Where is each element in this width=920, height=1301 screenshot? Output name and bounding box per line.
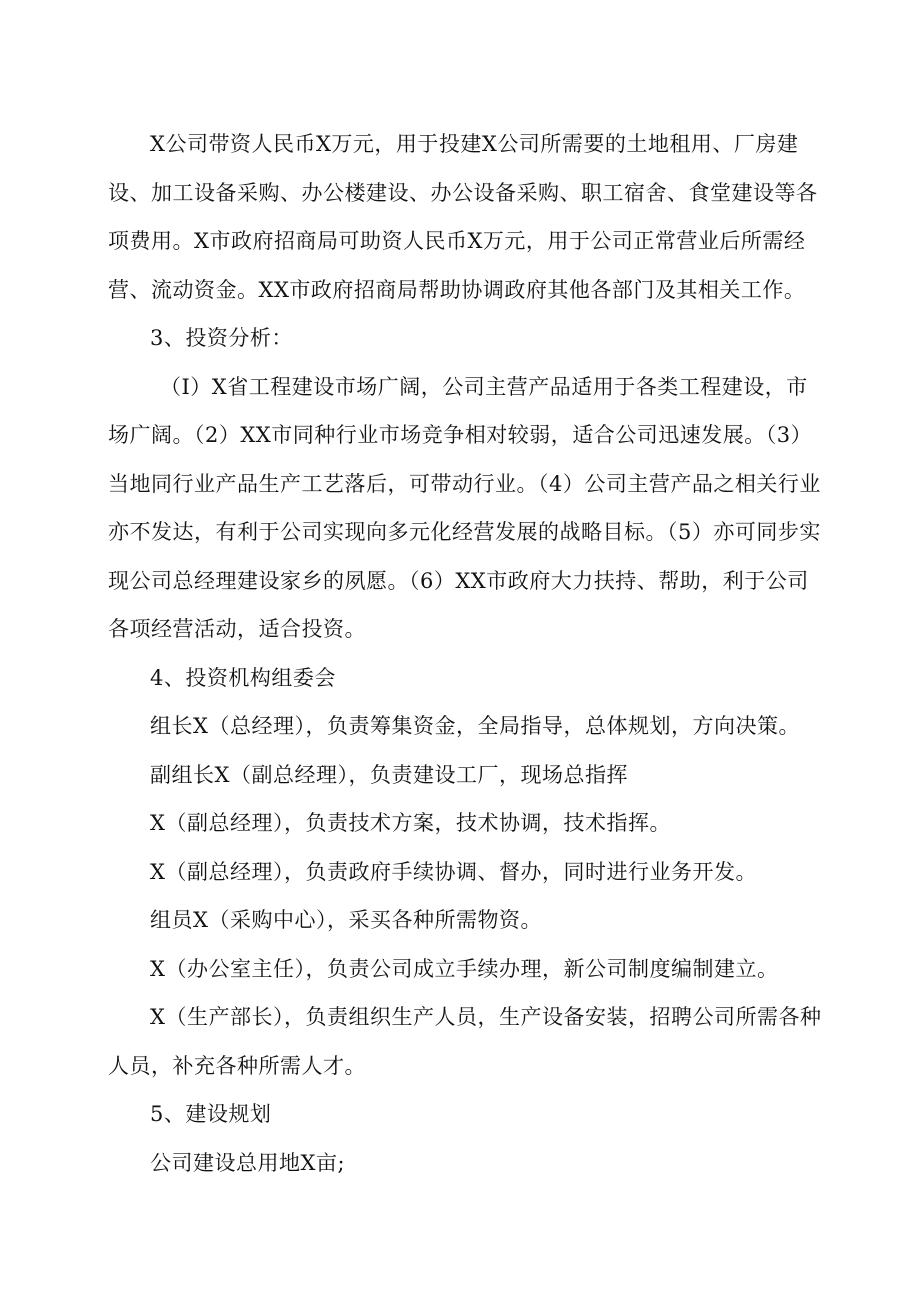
committee-tech-deputy: X（副总经理），负责技术方案，技术协调，技术指挥。	[150, 811, 671, 835]
paragraph-funding: X公司带资人民币X万元，用于投建X公司所需要的土地租用、厂房建设、加工设备采购、办公楼建设、办公设备采购、职工宿舍、食堂建设等各项费用。X市政府招商局可助资人民币X万元，用于公司正常营业后所需经营、流动资金。XX市政府招商局帮助协调政府其他各部门及其相关工作。	[108, 132, 818, 302]
committee-production-head: X（生产部长），负责组织生产人员，生产设备安装，招聘公司所需各种人员，补充各种所需人才。	[108, 1005, 822, 1078]
committee-gov-deputy: X（副总经理），负责政府手续协调、督办，同时进行业务开发。	[150, 859, 757, 884]
committee-purchasing-member: 组员X（采购中心），采买各种所需物资。	[150, 908, 542, 932]
heading-construction-plan: 5、建设规划	[150, 1102, 272, 1126]
committee-deputy-leader: 副组长X（副总经理），负责建设工厂，现场总指挥	[150, 762, 628, 787]
heading-committee: 4、投资机构组委会	[150, 665, 336, 690]
committee-leader: 组长X（总经理），负责筹集资金，全局指导，总体规划，方向决策。	[150, 714, 800, 738]
paragraph-investment-analysis: （I）X省工程建设市场广阔，公司主营产品适用于各类工程建设，市场广阔。（2）XX市同种行业市场竞争相对较弱，适合公司迅速发展。（3）当地同行业产品生产工艺落后，可带动行业。（4）公司主营产品之相关行业亦不发达，有利于公司实现向多元化经营发展的战略目标。（5）亦可同步实现公司总经理建设家乡的夙愿。（6）XX市政府大力扶持、帮助，利于公司各项经营活动，适合投资。	[108, 374, 821, 641]
committee-office-director: X（办公室主任），负责公司成立手续办理，新公司制度编制建立。	[150, 956, 779, 981]
heading-investment-analysis: 3、投资分析：	[150, 326, 293, 350]
document-body	[108, 120, 828, 1187]
construction-land-area: 公司建设总用地X亩;	[150, 1150, 346, 1175]
